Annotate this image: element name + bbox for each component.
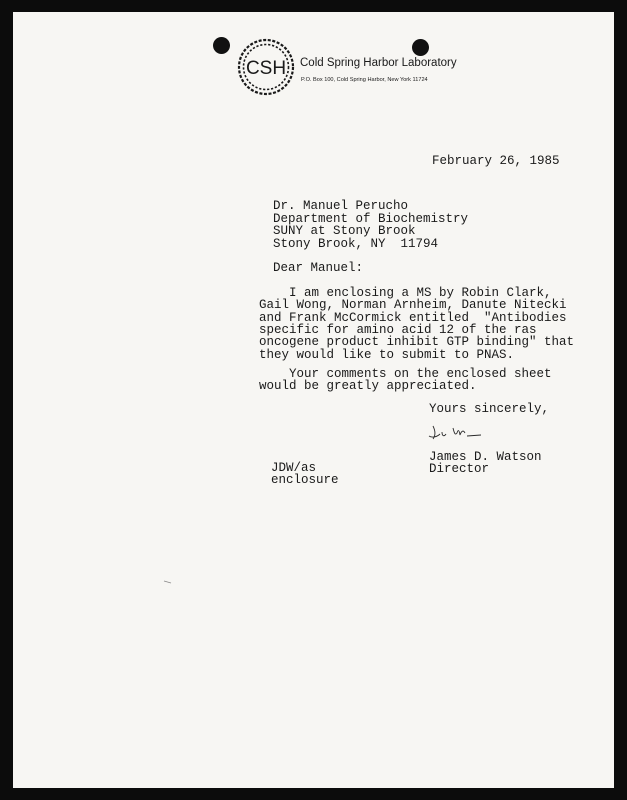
handwritten-signature [427, 420, 483, 442]
punch-hole-left [213, 37, 230, 54]
punch-hole-right [412, 39, 429, 56]
letter-page [13, 12, 614, 788]
org-address: P.O. Box 100, Cold Spring Harbor, New York 11724 [301, 77, 428, 83]
typist-initials: JDW/as [271, 461, 317, 475]
signer-name: James D. Watson [429, 450, 542, 464]
body-line: and Frank McCormick entitled "Antibodies [259, 311, 567, 325]
recipient-line: Stony Brook, NY 11794 [273, 237, 439, 251]
org-name: Cold Spring Harbor Laboratory [300, 57, 457, 69]
body-line: would be greatly appreciated. [259, 379, 477, 393]
enclosure-note: enclosure [271, 473, 339, 487]
signer-title: Director [429, 462, 490, 476]
stray-mark [163, 580, 173, 584]
recipient-line: Dr. Manuel Perucho [273, 199, 409, 213]
closing: Yours sincerely, [429, 402, 550, 416]
recipient-line: Department of Biochemistry [273, 212, 469, 226]
logo-text: CSH [245, 58, 287, 79]
body-line: Gail Wong, Norman Arnheim, Danute Nitecki [259, 298, 567, 312]
body-line: Your comments on the enclosed sheet [259, 367, 552, 381]
body-line: specific for amino acid 12 of the ras [259, 323, 537, 337]
body-line: I am enclosing a MS by Robin Clark, [259, 286, 552, 300]
body-line: they would like to submit to PNAS. [259, 348, 515, 362]
letter-date: February 26, 1985 [432, 154, 560, 168]
csh-logo-icon [235, 36, 297, 98]
recipient-line: SUNY at Stony Brook [273, 224, 416, 238]
body-line: oncogene product inhibit GTP binding" that [259, 335, 575, 349]
salutation: Dear Manuel: [273, 261, 364, 275]
